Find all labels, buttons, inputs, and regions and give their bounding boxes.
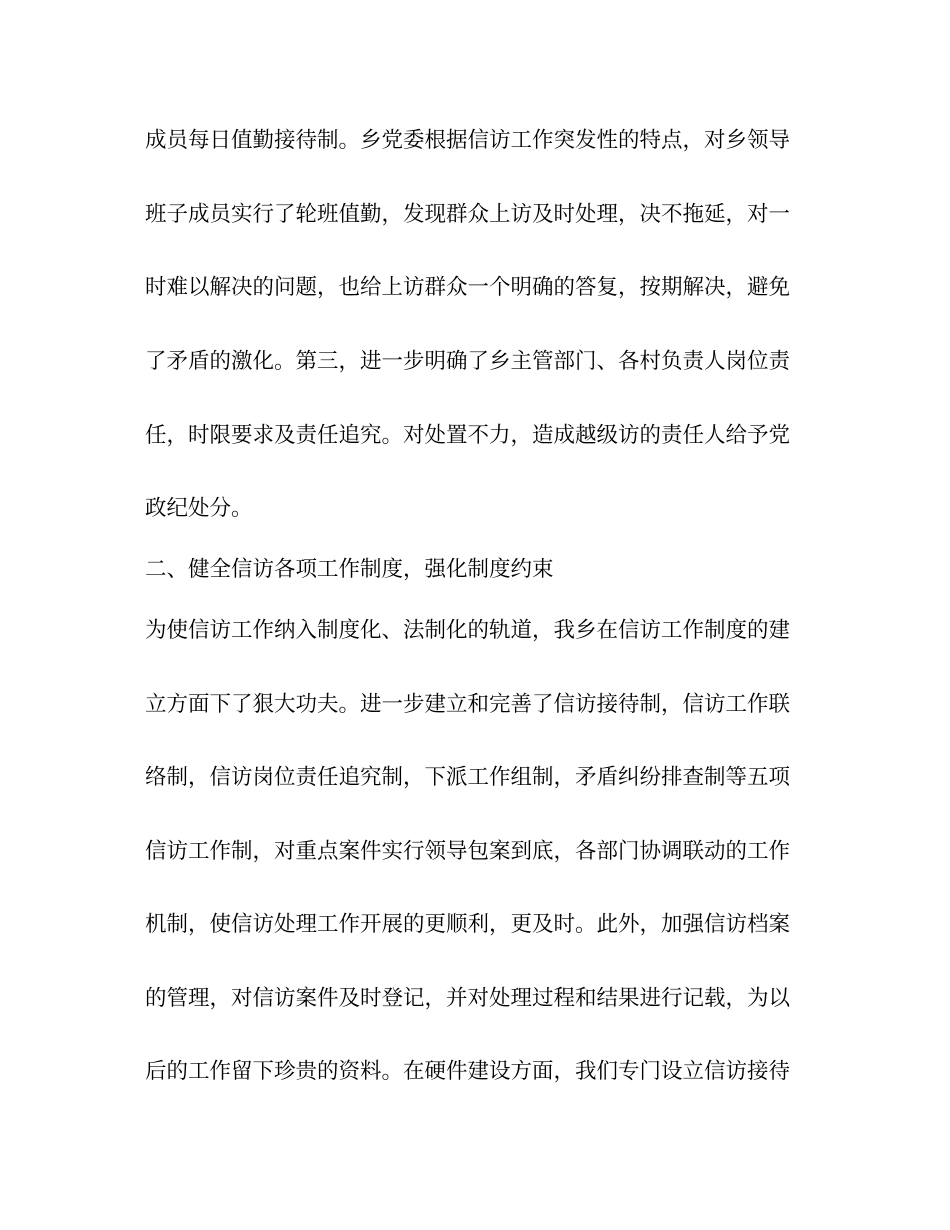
paragraph-line: 信访工作制，对重点案件实行领导包案到底，各部门协调联动的工作 [145, 839, 791, 864]
paragraph-line: 的管理，对信访案件及时登记，并对处理过程和结果进行记载，为以 [145, 986, 791, 1011]
paragraph-line: 后的工作留下珍贵的资料。在硬件建设方面，我们专门设立信访接待 [145, 1059, 791, 1084]
paragraph-line: 立方面下了狠大功夫。进一步建立和完善了信访接待制，信访工作联 [145, 692, 791, 717]
paragraph-line: 络制，信访岗位责任追究制，下派工作组制，矛盾纠纷排查制等五项 [145, 765, 791, 790]
paragraph-line: 班子成员实行了轮班值勤，发现群众上访及时处理，决不拖延，对一 [145, 202, 791, 227]
paragraph-line: 机制，使信访处理工作开展的更顺利，更及时。此外，加强信访档案 [145, 912, 791, 937]
paragraph-line: 时难以解决的问题，也给上访群众一个明确的答复，按期解决，避免 [145, 275, 791, 300]
paragraph-line: 任，时限要求及责任追究。对处置不力，造成越级访的责任人给予党 [145, 423, 791, 448]
paragraph-line: 了矛盾的激化。第三，进一步明确了乡主管部门、各村负责人岗位责 [145, 349, 791, 374]
paragraph-line: 为使信访工作纳入制度化、法制化的轨道，我乡在信访工作制度的建 [145, 618, 791, 643]
paragraph-line: 成员每日值勤接待制。乡党委根据信访工作突发性的特点，对乡领导 [145, 128, 791, 153]
paragraph-line: 政纪处分。 [145, 496, 253, 521]
section-heading: 二、健全信访各项工作制度，强化制度约束 [145, 557, 554, 582]
